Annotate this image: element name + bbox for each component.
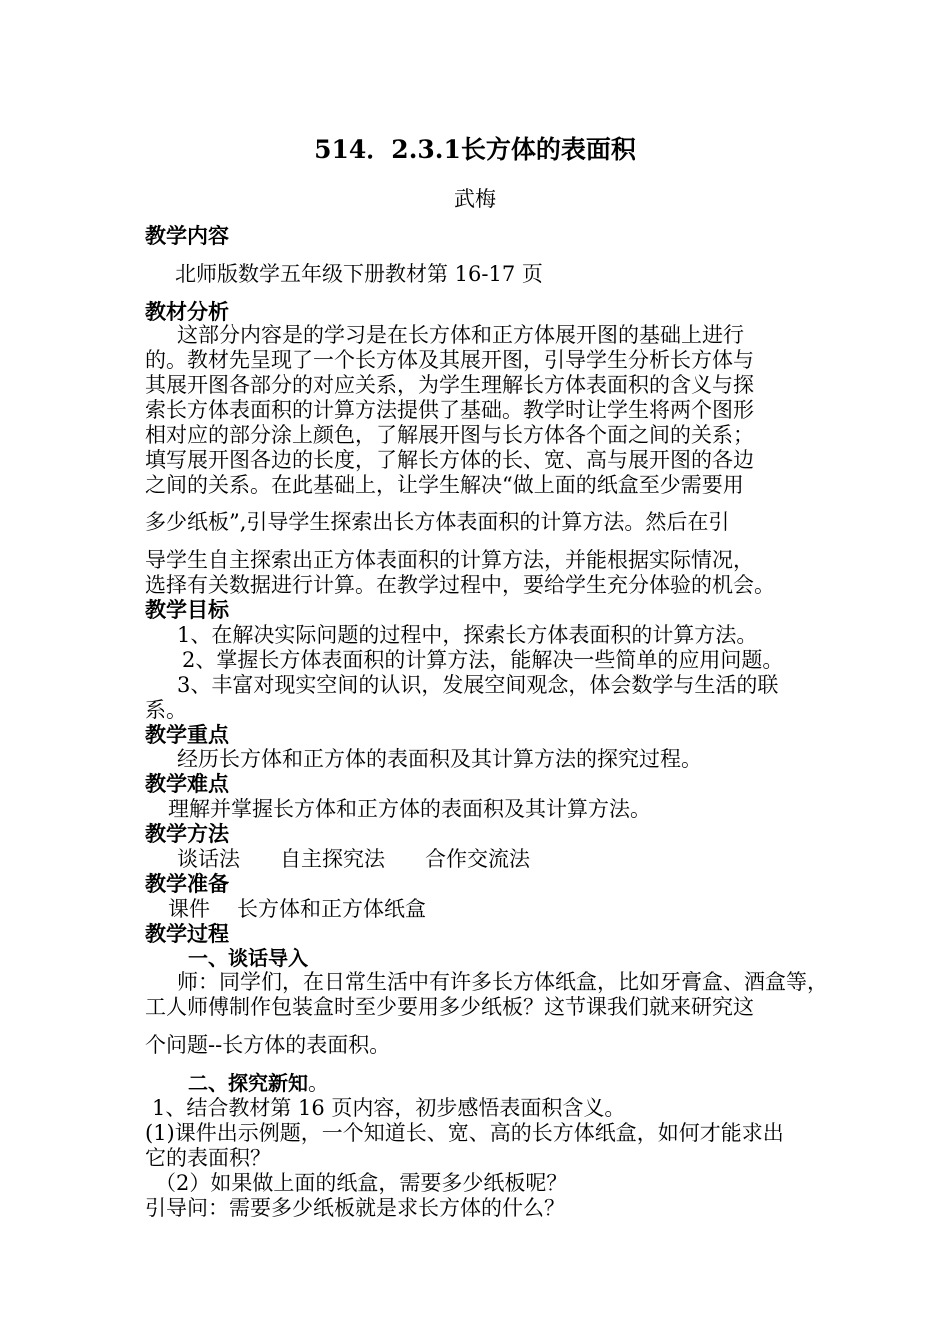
method-item: 合作交流法	[425, 847, 530, 871]
goal-item-continued: 系。	[145, 698, 187, 722]
step2-line: 引导问：需要多少纸板就是求长方体的什么？	[145, 1196, 565, 1220]
step1-line: 工人师傅制作包装盒时至少要用多少纸板？这节课我们就来研究这	[145, 995, 754, 1019]
method-item: 谈话法	[177, 847, 240, 871]
heading-material-analysis: 教材分析	[145, 300, 229, 324]
heading-teaching-goals: 教学目标	[145, 598, 229, 622]
step2-line: (1)课件出示例题，一个知道长、宽、高的长方体纸盒，如何才能求出	[145, 1121, 784, 1145]
analysis-line: 其展开图各部分的对应关系，为学生理解长方体表面积的含义与探	[145, 373, 754, 397]
analysis-line: 导学生自主探索出正方体表面积的计算方法，并能根据实际情况，	[145, 548, 754, 572]
analysis-line: 选择有关数据进行计算。在教学过程中，要给学生充分体验的机会。	[145, 573, 775, 597]
prep-item: 课件	[168, 897, 210, 921]
step2-line: 它的表面积？	[145, 1146, 271, 1170]
step2-heading-line	[188, 1071, 329, 1096]
heading-difficulty: 教学难点	[145, 772, 229, 796]
author-name: 武梅	[454, 187, 496, 211]
analysis-line: 之间的关系。在此基础上，让学生解决“做上面的纸盒至少需要用	[145, 473, 744, 497]
heading-teaching-process: 教学过程	[145, 922, 229, 946]
goal-item: 3、丰富对现实空间的认识，发展空间观念，体会数学与生活的联	[177, 673, 779, 697]
step1-heading: 一、谈话导入	[188, 946, 308, 970]
analysis-line: 多少纸板”,引导学生探索出长方体表面积的计算方法。然后在引	[145, 510, 730, 534]
step2-heading-punct: 。	[308, 1071, 329, 1095]
method-item: 自主探究法	[280, 847, 385, 871]
heading-teaching-method: 教学方法	[145, 822, 229, 846]
analysis-line: 填写展开图各边的长度，了解长方体的长、宽、高与展开图的各边	[145, 448, 754, 472]
teaching-content-text: 北师版数学五年级下册教材第 16-17 页	[175, 262, 543, 286]
prep-item: 长方体和正方体纸盒	[237, 897, 426, 921]
step1-line: 师：同学们，在日常生活中有许多长方体纸盒，比如牙膏盒、酒盒等，	[177, 970, 828, 994]
step2-heading: 二、探究新知	[188, 1071, 308, 1095]
goal-item: 1、在解决实际问题的过程中，探索长方体表面积的计算方法。	[177, 623, 758, 647]
heading-key-points: 教学重点	[145, 723, 229, 747]
analysis-line: 索长方体表面积的计算方法提供了基础。教学时让学生将两个图形	[145, 398, 754, 422]
goal-item: 2、掌握长方体表面积的计算方法，能解决一些简单的应用问题。	[182, 648, 784, 672]
step2-line: 1、结合教材第 16 页内容，初步感悟表面积含义。	[152, 1096, 626, 1120]
analysis-line: 这部分内容是的学习是在长方体和正方体展开图的基础上进行	[177, 323, 744, 347]
analysis-line: 的。教材先呈现了一个长方体及其展开图，引导学生分析长方体与	[145, 348, 754, 372]
heading-teaching-prep: 教学准备	[145, 872, 229, 896]
key-points-text: 经历长方体和正方体的表面积及其计算方法的探究过程。	[177, 747, 702, 771]
analysis-line: 相对应的部分涂上颜色，了解展开图与长方体各个面之间的关系；	[145, 423, 754, 447]
heading-teaching-content: 教学内容	[145, 224, 229, 248]
step2-line: （2）如果做上面的纸盒，需要多少纸板呢？	[155, 1171, 568, 1195]
page-title: 514．2.3.1长方体的表面积	[314, 135, 636, 164]
step1-line: 个问题--长方体的表面积。	[145, 1033, 391, 1057]
difficulty-text: 理解并掌握长方体和正方体的表面积及其计算方法。	[168, 797, 651, 821]
